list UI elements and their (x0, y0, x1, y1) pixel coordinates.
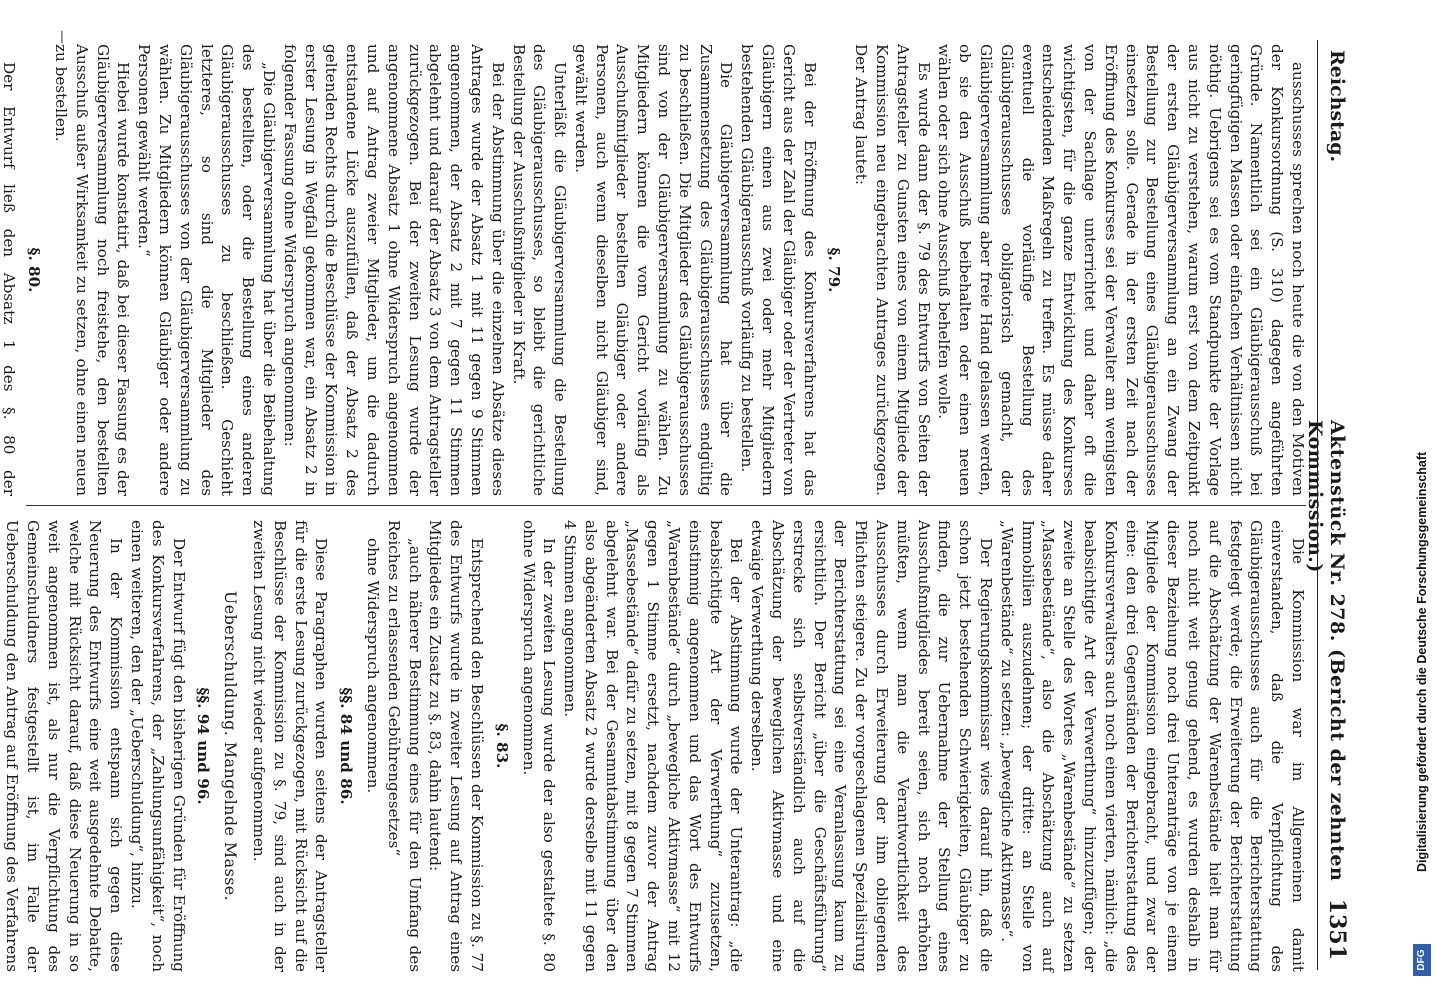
paragraph: Der Entwurf fügt den bisherigen Gründen für Eröffnung des Konkursverfahrens, der „Zahlungsunfähigkeit“, noch einen weiteren, den der „Ueberschuldung“, hinzu. (127, 520, 188, 972)
digitization-note (1408, 0, 1432, 1000)
paragraph: Diese Paragraphen wurden seitens der Antragsteller für die erste Lesung zurückgezogen, mit Rücksicht auf die Beschlüsse der Kommission zu §. 79, sind auch in der zweiten Lesung nicht wieder aufgenommen. (249, 520, 331, 972)
left-column (0, 44, 1308, 496)
header-title: Aktenstück Nr. 278. (Bericht der zehnten Kommission.) (1304, 420, 1348, 882)
page-header (1304, 40, 1352, 970)
margin-mark: — (54, 30, 70, 44)
section-heading: §§. 94 und 96. (194, 687, 213, 805)
paragraph: „auch näherer Bestimmung eines für den Umfang des Reiches zu erlassenden Gebührengesetzes“ (384, 520, 424, 972)
section-heading: §§. 84 und 86. (337, 687, 356, 805)
paragraph: Die Gläubigerversammlung hat über die Zusammensetzung des Gläubigerausschusses endgültig zu beschließen. Die Mitglieder des Gläubigerausschusses sind von der Gläubigerversammlung zu wählen. Zu Mitgliedern können die vom Gericht vorläufig als Ausschußmitglieder bestellten Gläubiger oder andere Personen, auch wenn dieselben nicht Gläubiger sind, gewählt werden. (571, 44, 736, 496)
section-heading: §. 83. (492, 723, 511, 769)
header-left: Reichstag. (1326, 50, 1348, 163)
paragraph: In der zweiten Lesung wurde der also gestaltete §. 80 ohne Widerspruch angenommen. (519, 520, 559, 972)
paragraph: In der Kommission entspann sich gegen diese Neuerung des Entwurfs eine weit ausgedehnte Debatte, welche mit Rücksicht darauf, daß diese Neuerung in so weit angenommen ist, als nur die Verpflichtung des Gemeinschuldners festgestellt ist, im Falle der Ueberschuldung den Antrag auf Eröffnung des Verfahrens (3, 520, 126, 972)
column-divider (26, 505, 1306, 506)
paragraph: Bei der Abstimmung wurde der Unterantrag: „die beabsichtigte Art der Verwerthung“ zuzusetzen, einstimmig angenommen und das Wort des Entwurfs „Warenbestände“ durch „bewegliche Aktivmasse“ mit 12 gegen 1 Stimme ersetzt, nachdem zuvor der Antrag „Massebestände“ dafür zu setzen, mit 8 gegen 7 Stimmen abgelehnt war. Bei der Gesammtabstimmung über den also abgeänderten Absatz 2 wurde derselbe mit 11 gegen 4 Stimmen angenommen. (561, 520, 746, 972)
paragraph: Der Regierungskommissar wies darauf hin, daß die schon jetzt bestehenden Schwierigkeiten, Gläubiger zu finden, die zur Uebernahme der Stellung eines Ausschußmitgliedes bereit seien, sich noch erhöhen müßten, wenn man die Verantwortlichkeit des Ausschusses durch Erweiterung der ihm obliegenden Pflichten steigere. Zu der vorgeschlagenen Spezialisirung der Berichterstattung sei eine Veranlassung kaum zu ersichtlich. Der Bericht „über die Geschäftsführung“ erstrecke sich selbstverständlich auch auf die Abschätzung der beweglichen Aktivmasse und eine etwaige Verwerthung derselben. (748, 520, 996, 972)
digitization-credit: Digitalisierung gefördert durch die Deutsche Forschungsgemeinschaft (1415, 451, 1429, 872)
paragraph: „Die Gläubigerversammlung hat über die Beibehaltung des bestellten, oder die Bestellung eines anderen Gläubigerausschusses zu beschließen. Geschieht letzteres, so sind die Mitglieder des Gläubigerausschusses von der Gläubigerversammlung zu wählen. Zu Mitgliedern können Gläubiger oder andere Personen gewählt werden.“ (135, 44, 278, 496)
section-heading: §. 79. (825, 247, 844, 293)
page-number: 1351 (1324, 898, 1350, 960)
subsection-heading: Ueberschuldung. Mangelnde Masse. (221, 590, 241, 902)
paragraph: Bei der Abstimmung über die einzelnen Absätze dieses Antrages wurde der Absatz 1 mit 11 gegen 9 Stimmen angenommen, der Absatz 2 mit 7 gegen 11 Stimmen abgelehnt und darauf der Absatz 3 von dem Antragsteller zurückgezogen. Bei der zweiten Lesung wurde der angenommene Absatz 1 ohne Widerspruch angenommen und auf Antrag zweier Mitglieder, um die dadurch entstandene Lücke auszufüllen, daß der Absatz 2 des geltenden Rechts durch die Beschlüsse der Kommission in erster Lesung in Wegfall gekommen war, ein Absatz 2 in folgender Fassung ohne Widerspruch angenommen: (280, 44, 507, 496)
section-heading: §. 80. (25, 247, 44, 293)
paragraph: Es wurde dann der §. 79 des Entwurfs von Seiten der Antragsteller zu Gunsten eines von einem Mitgliede der Kommission neu eingebrachten Antrages zurückgezogen. Der Antrag lautet: (852, 44, 933, 496)
paragraph: ohne Widerspruch angenommen. (363, 538, 382, 794)
dfg-logo: DFG (1413, 944, 1431, 976)
paragraph: ausschusses sprechen noch heute die von den Motiven der Konkursordnung (S. 310) dagegen angeführten Gründe. Namentlich sei ein Gläubigerausschuß bei geringfügigen Massen oder einfachen Verhältnissen nicht nöthig. Uebrigens sei es vom Standpunkte der Vorlage aus nicht zu verstehen, warum erst von dem Zeitpunkt der ersten Gläubigerversammlung an ein Zwang der Bestellung zur Bestellung eines Gläubigerausschusses einsetzen solle. Gerade in der ersten Zeit nach der Eröffnung des Konkurses sei der Verwalter am wenigsten von der Sachlage unterrichtet und daher oft die wichtigsten, für die ganze Entwicklung des Konkurses entscheidenden Maßregeln zu treffen. Es müsse daher eventuell die vorläufige Bestellung des Gläubigerausschusses obligatorisch gemacht, der Gläubigerversammlung aber freie Hand gelassen werden, ob sie den Ausschuß beibehalten oder einen neuen wählen oder sich ohne Ausschuß behelfen wolle. (935, 44, 1307, 496)
paragraph: Bei der Eröffnung des Konkursverfahrens hat das Gericht aus der Zahl der Gläubiger oder der Vertreter von Gläubigern einen aus zwei oder mehr Mitgliedern bestehenden Gläubigerausschuß vorläufig zu bestellen. (738, 44, 819, 496)
paragraph: Unterläßt die Gläubigerversammlung die Bestellung des Gläubigerausschusses, so bleibt die gerichtliche Bestellung der Ausschußmitglieder in Kraft. (509, 44, 570, 496)
right-column (3, 520, 1308, 972)
paragraph: Entsprechend den Beschlüssen der Kommission zu §. 77 des Entwurfs wurde in zweiter Lesung auf Antrag eines Mitgliedes ein Zusatz zu §. 83, dahin lautend: (426, 520, 486, 972)
paragraph: Die Kommission war im Allgemeinen damit einverstanden, daß die Verpflichtung des Gläubigerausschusses auch für die Berichterstattung festgelegt werde; die Erweiterung der Berichterstattung auf die Abschätzung der Warenbestände hielt man für noch nicht weit genug gehend, es wurden deshalb in dieser Beziehung noch drei Unteranträge von je einem Mitgliede der Kommission eingebracht, und zwar der eine: den drei Gegenständen der Berichterstattung des Konkursverwalters auch noch einen vierten, nämlich: „die beabsichtigte Art der Verwerthung“ hinzuzufügen; der zweite an Stelle des Wortes „Warenbestände“ zu setzen „Massebestände“, also die Abschätzung auch auf Immobilien auszudehnen; der dritte: an Stelle von „Warenbestände“ zu setzen: „bewegliche Aktivmasse“. (997, 520, 1307, 972)
paragraph: Der Entwurf ließ den Absatz 1 des §. 80 der (0, 62, 19, 496)
paragraph: Hiebei wurde konstatirt, daß bei dieser Fassung es der Gläubigerversammlung noch freistehe, den bestellten Ausschuß außer Wirksamkeit zu setzen, ohne einen neuen zu bestellen. (51, 44, 133, 496)
